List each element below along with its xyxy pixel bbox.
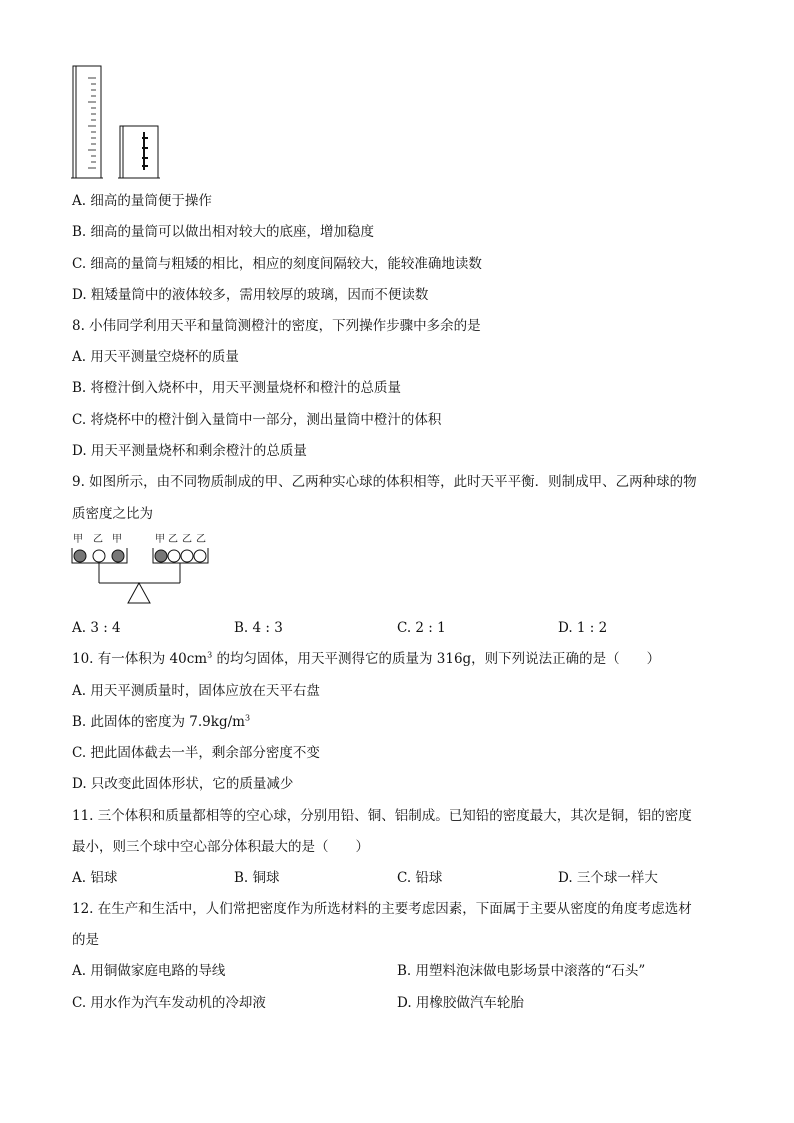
balance-right-label-1: 甲 — [155, 534, 165, 545]
q7-option-b: B. 细高的量筒可以做出相对较大的底座，增加稳度 — [72, 224, 375, 240]
q11-stem-line2: 最小，则三个球中空心部分体积最大的是（ ） — [72, 839, 369, 855]
balance-right-label-4: 乙 — [196, 534, 206, 545]
balance-left-label-2: 乙 — [93, 534, 103, 545]
q11-option-d: D. 三个球一样大 — [558, 870, 658, 886]
left-ball-yi — [93, 550, 105, 562]
q12-option-b: B. 用塑料泡沫做电影场景中滚落的“石头” — [397, 963, 646, 979]
q10-option-b-text: B. 此固体的密度为 7.9kg/m — [72, 714, 245, 730]
tall-cylinder — [71, 66, 103, 178]
right-ball-yi-2 — [181, 550, 193, 562]
q12-option-c: C. 用水作为汽车发动机的冷却液 — [72, 995, 266, 1011]
q7-option-c: C. 细高的量筒与粗矮的相比，相应的刻度间隔较大，能较准确地读数 — [72, 256, 482, 272]
q10-stem — [72, 650, 660, 668]
q11-option-c: C. 铅球 — [397, 870, 443, 886]
q10-stem-part1: 10. 有一体积为 40cm — [72, 651, 208, 667]
q8-option-b: B. 将橙汁倒入烧杯中，用天平测量烧杯和橙汁的总质量 — [72, 380, 402, 396]
q9-option-a: A. 3 : 4 — [72, 620, 121, 636]
right-ball-jia — [155, 550, 167, 562]
q8-option-c: C. 将烧杯中的橙汁倒入量筒中一部分，测出量筒中橙汁的体积 — [72, 412, 442, 428]
q11-option-b: B. 铜球 — [234, 870, 280, 886]
q9-stem-line2: 质密度之比为 — [72, 506, 153, 522]
q7-option-a: A. 细高的量筒便于操作 — [72, 193, 212, 209]
q11-stem-line1: 11. 三个体积和质量都相等的空心球，分别用铅、铜、铝制成。已知铅的密度最大，其次是铜，铝的密度 — [72, 808, 692, 824]
right-ball-yi-3 — [194, 550, 206, 562]
q8-stem: 8. 小伟同学利用天平和量筒测橙汁的密度，下列操作步骤中多余的是 — [72, 318, 481, 334]
left-ball-jia-1 — [74, 550, 86, 562]
tall-cylinder-scale — [88, 78, 96, 168]
q11-option-a: A. 铝球 — [72, 870, 118, 886]
q12-stem-line2: 的是 — [72, 932, 99, 948]
balance-right-label-2: 乙 — [168, 534, 178, 545]
q9-option-d: D. 1 : 2 — [558, 620, 608, 636]
q12-option-d: D. 用橡胶做汽车轮胎 — [397, 995, 524, 1011]
q10-stem-sup: 3 — [207, 650, 213, 660]
measuring-cylinders-figure — [70, 62, 170, 182]
balance-right-label-3: 乙 — [182, 534, 192, 545]
short-cylinder — [118, 126, 160, 178]
q10-option-a: A. 用天平测质量时，固体应放在天平右盘 — [72, 683, 320, 699]
short-cylinder-scale — [142, 132, 148, 170]
q9-option-c: C. 2 : 1 — [397, 620, 446, 636]
q8-option-a: A. 用天平测量空烧杯的质量 — [72, 349, 239, 365]
q10-option-d: D. 只改变此固体形状，它的质量减少 — [72, 776, 294, 792]
q7-option-d: D. 粗矮量筒中的液体较多，需用较厚的玻璃，因而不便读数 — [72, 287, 429, 303]
q12-stem-line1: 12. 在生产和生活中，人们常把密度作为所选材料的主要考虑因素，下面属于主要从密度的角度考虑选材 — [72, 901, 692, 917]
q10-option-c: C. 把此固体截去一半，剩余部分密度不变 — [72, 745, 320, 761]
q10-stem-part2: 的均匀固体，用天平测得它的质量为 316g，则下列说法正确的是（ ） — [212, 651, 661, 667]
left-ball-jia-2 — [112, 550, 124, 562]
q10-option-b-sup: 3 — [244, 713, 251, 723]
q10-option-b — [72, 713, 250, 731]
right-ball-yi-1 — [168, 550, 180, 562]
q12-option-a: A. 用铜做家庭电路的导线 — [72, 963, 226, 979]
balance-left-label-3: 甲 — [112, 534, 122, 545]
balance-left-label-1: 甲 — [73, 534, 83, 545]
balance-figure — [70, 530, 220, 610]
q9-stem-line1: 9. 如图所示，由不同物质制成的甲、乙两种实心球的体积相等，此时天平平衡．则制成甲、乙两种球的物 — [72, 474, 697, 490]
q8-option-d: D. 用天平测量烧杯和剩余橙汁的总质量 — [72, 443, 307, 459]
q9-option-b: B. 4 : 3 — [234, 620, 283, 636]
